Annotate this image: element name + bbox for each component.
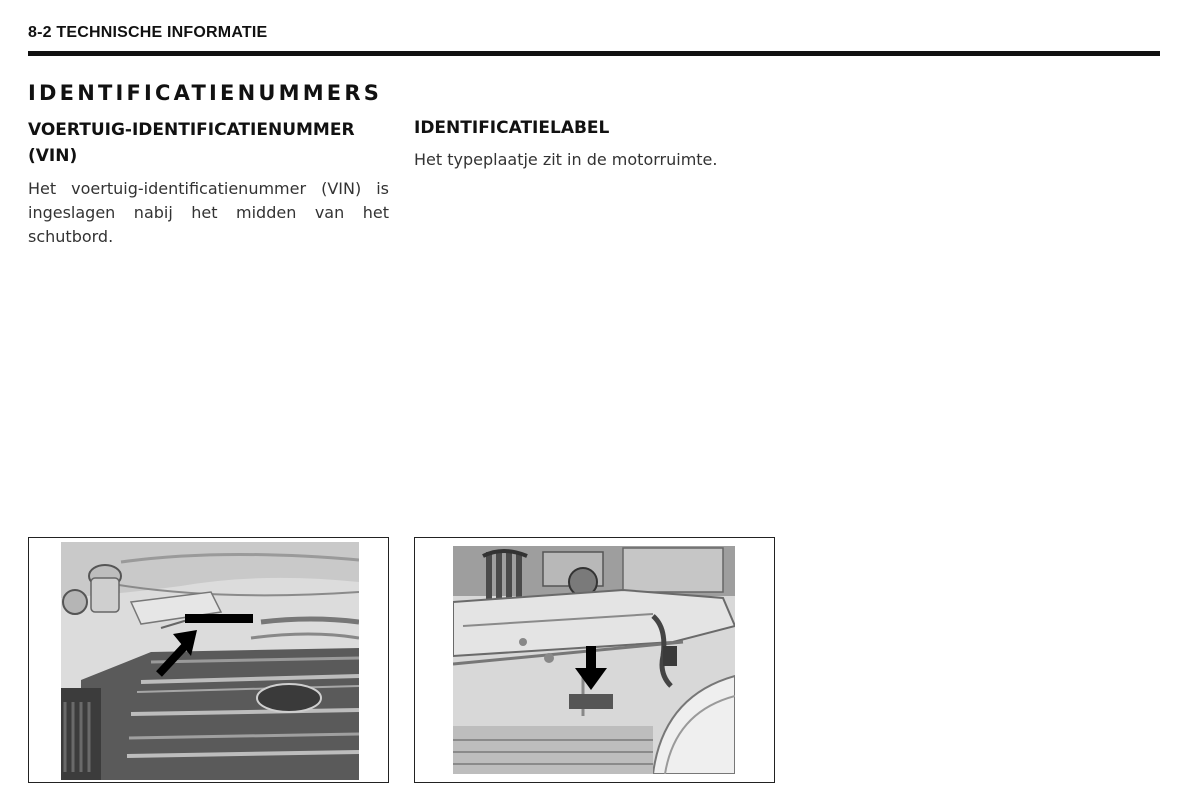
section-title: IDENTIFICATIENUMMERS: [28, 81, 383, 105]
header-rule: [28, 51, 1160, 56]
id-label-heading: IDENTIFICATIELABEL: [414, 118, 610, 138]
id-label-paragraph: Het typeplaatje zit in de motorruimte.: [414, 150, 718, 169]
running-head: 8-2 TECHNISCHE INFORMATIE: [28, 24, 268, 41]
type-plate-location-figure: [414, 537, 775, 783]
vin-paragraph: Het voertuig-identificatienummer (VIN) is ingeslagen nabij het midden van het schutbord.: [28, 179, 389, 246]
engine-bay-photo: [453, 546, 735, 774]
vin-heading: VOERTUIG-IDENTIFICATIENUMMER (VIN): [28, 120, 355, 166]
engine-bay-photo: [61, 542, 359, 780]
vin-location-figure: [28, 537, 389, 783]
